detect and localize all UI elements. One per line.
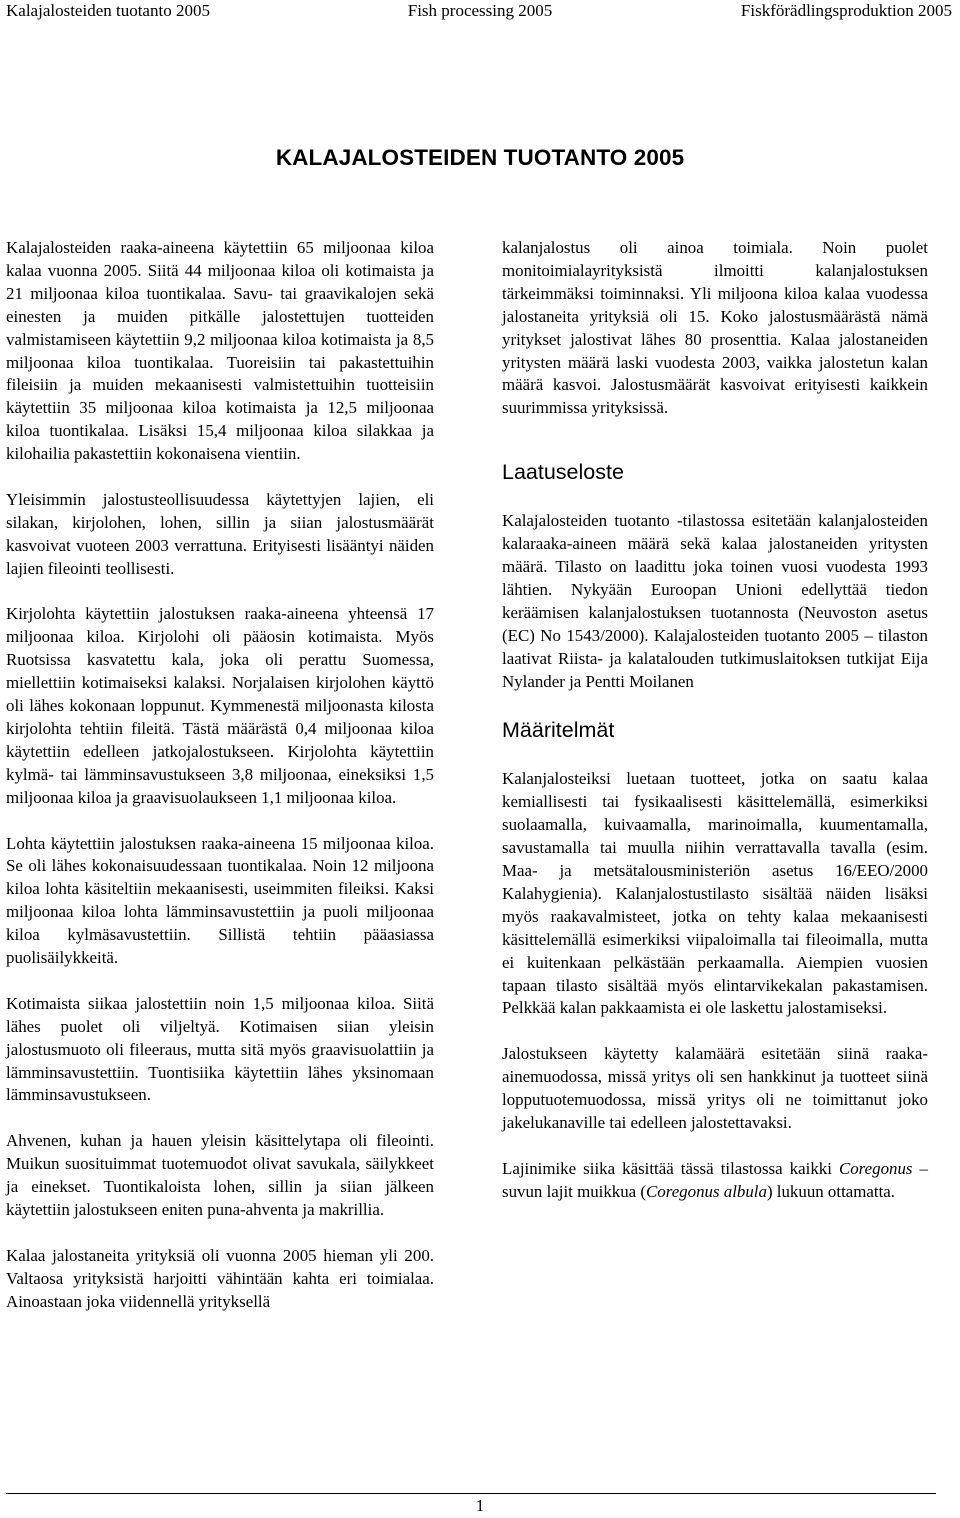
paragraph-quality: Kalajalosteiden tuotanto -tilastossa esitetään kalanjalosteiden kalaraaka-aineen määrä sekä kalaa jalostaneiden yritysten määrä. Tilasto on laadittu joka toinen vuosi vuodesta 1993 lähtien. Nykyään Euroopan Unioni edellyttää tiedon keräämisen kalanjalostuksen tuotannosta (Neuvoston asetus (EC) No 1543/2000). Kalajalosteiden tuotanto 2005 – tilaston laativat Riista- ja kalatalouden tutkimuslaitoksen tutkijat Eija Nylander ja Pentti Moilanen — [502, 511, 928, 691]
right-column — [502, 237, 928, 1226]
header-center: Fish processing 2005 — [407, 1, 553, 20]
left-column — [6, 237, 434, 1336]
paragraph-whitefish: Kotimaista siikaa jalostettiin noin 1,5 miljoonaa kiloa. Siitä lähes puolet oli viljeltyä. Kotimaisen siian yleisin jalostusmuoto oli fileeraus, mutta sitä myös graavisuolattiin ja lämminsavustettiin. Tuontisiika käytettiin lähes yksinomaan lämminsavustukseen. — [6, 993, 434, 1105]
paragraph-companies-cont: kalanjalostus oli ainoa toimiala. Noin puolet monitoimialayrityksistä ilmoitti kalanjalostuksen tärkeimmäksi toiminnaksi. Yli miljoona kiloa kalaa vuodessa jalostaneita yrityksiä oli 15. Koko jalostusmäärästä nämä yritykset jalostivat lähes 80 prosenttia. Kalaa jalostaneiden yritysten määrä laski vuodesta 2003, vaikka jalostetun kalan määrä kasvoi. Jalostusmäärät kasvoivat erityisesti kaikkein suurimmissa yrityksissä. — [502, 238, 928, 418]
species-note-text-a: Lajinimike siika käsittää tässä tilastossa kaikki — [502, 1158, 839, 1178]
paragraph-rainbow-trout: Kirjolohta käytettiin jalostuksen raaka-aineena yhteensä 17 miljoonaa kiloa. Kirjolohi oli pääosin kotimaista. Myös Ruotsissa kasvatettu kala, joka oli perattu Suomessa, miellettiin kotimaiseksi kalaksi. Norjalaisen kirjolohen käyttö oli lähes kokonaan loppunut. Kymmenestä miljoonasta kilosta kirjolohta tehtiin fileitä. Tästä määrästä 0,4 miljoonaa kiloa käytettiin edelleen jatkojalostukseen. Kirjolohta käytettiin kylmä- tai lämminsavustukseen 3,8 miljoonaa, eineksiksi 1,5 miljoonaa kiloa ja graavisuolaukseen 1,1 miljoonaa kiloa. — [6, 604, 434, 807]
paragraph-salmon: Lohta käytettiin jalostuksen raaka-aineena 15 miljoonaa kiloa. Se oli lähes kokonaisuudessaan tuontikalaa. Noin 12 miljoona kiloa lohta käsiteltiin mekaanisesti, useimmiten fileiksi. Kaksi miljoonaa kiloa lohta lämminsavustettiin ja puoli miljoonaa kiloa kylmäsavustettiin. Sillistä tehtiin pääasiassa puolisäilykkeitä. — [6, 833, 434, 968]
footer-rule — [6, 1493, 936, 1494]
species-name: Coregonus albula — [646, 1181, 767, 1201]
paragraph-raw-material: Kalajalosteiden raaka-aineena käytettiin 65 miljoonaa kiloa kalaa vuonna 2005. Siitä 44 miljoonaa kiloa oli kotimaista ja 21 miljoonaa kiloa tuontikalaa. Savu- tai graavikalojen sekä einesten ja muiden pitkälle jalostettujen tuotteiden valmistamiseen käytettiin 9,2 miljoonaa kiloa kotimaista ja 8,5 miljoonaa kiloa tuontikalaa. Tuoreisiin tai pakastettuihin fileisiin ja muiden mekaanisesti valmistettuihin tuotteisiin käytettiin 35 miljoonaa kiloa kotimaista ja 12,5 miljoonaa kiloa tuontikalaa. Lisäksi 15,4 miljoonaa kiloa silakkaa ja kilohailia pakastettiin kokonaisena vientiin. — [6, 238, 434, 464]
header-right: Fiskförädlingsproduktion 2005 — [740, 1, 952, 20]
species-note-text-c: ) lukuun ottamatta. — [766, 1181, 895, 1201]
paragraph-common-species: Yleisimmin jalostusteollisuudessa käytettyjen lajien, eli silakan, kirjolohen, lohen, sillin ja siian jalostusmäärät kasvoivat vuoteen 2003 verrattuna. Erityisesti lisääntyi näiden lajien fileointi teollisesti. — [6, 489, 434, 578]
header-left: Kalajalosteiden tuotanto 2005 — [6, 1, 210, 20]
page-number: 1 — [475, 1496, 485, 1515]
species-note-text-b: – suvun lajit muikkua ( — [502, 1158, 928, 1201]
paragraph-species-note — [502, 1158, 928, 1204]
genus-name: Coregonus — [838, 1158, 913, 1178]
paragraph-raw-material-form: Jalostukseen käytetty kalamäärä esitetään siinä raaka-ainemuodossa, missä yritys oli sen hankkinut ja tuotteet siinä lopputuotemuodossa, missä yritys oli ne toimittanut joko jakelukanaville tai edelleen jalostettavaksi. — [502, 1044, 928, 1132]
paragraph-definitions: Kalanjalosteiksi luetaan tuotteet, jotka on saatu kalaa kemiallisesti tai fysikaalisesti käsittelemällä, esimerkiksi suolaamalla, kuivaamalla, marinoimalla, kuumentamalla, savustamalla tai muulla niihin verrattavalla tavalla (esim. Maa- ja metsätalousministeriön asetus 16/EEO/2000 Kalahygienia). Kalanjalostustilasto sisältää näiden lisäksi myös raakavalmisteet, jotka on tehty kalaa mekaanisesti käsittelemällä esimerkiksi viipaloimalla tai fileoimalla, mutta ei kuitenkaan pelkästään perkaamalla. Aiempien vuosien tapaan tilasto sisältää myös elintarvikekalan pakastamisen. Pelkkää kalan pakkaamista ei ole laskettu jalostamiseksi. — [502, 769, 928, 1018]
paragraph-companies: Kalaa jalostaneita yrityksiä oli vuonna 2005 hieman yli 200. Valtaosa yrityksistä harjoitti vähintään kahta eri toimialaa. Ainoastaan joka viidennellä yrityksellä — [6, 1245, 434, 1311]
heading-quality-description: Laatuseloste — [502, 460, 624, 485]
page-title: KALAJALOSTEIDEN TUOTANTO 2005 — [275, 145, 685, 171]
heading-definitions: Määritelmät — [502, 718, 615, 743]
paragraph-perch: Ahvenen, kuhan ja hauen yleisin käsittelytapa oli fileointi. Muikun suosituimmat tuotemuodot olivat savukala, säilykkeet ja einekset. Tuontikaloista lohen, sillin ja siian jälkeen käytettiin jalostukseen eniten puna-ahventa ja makrillia. — [6, 1131, 434, 1219]
